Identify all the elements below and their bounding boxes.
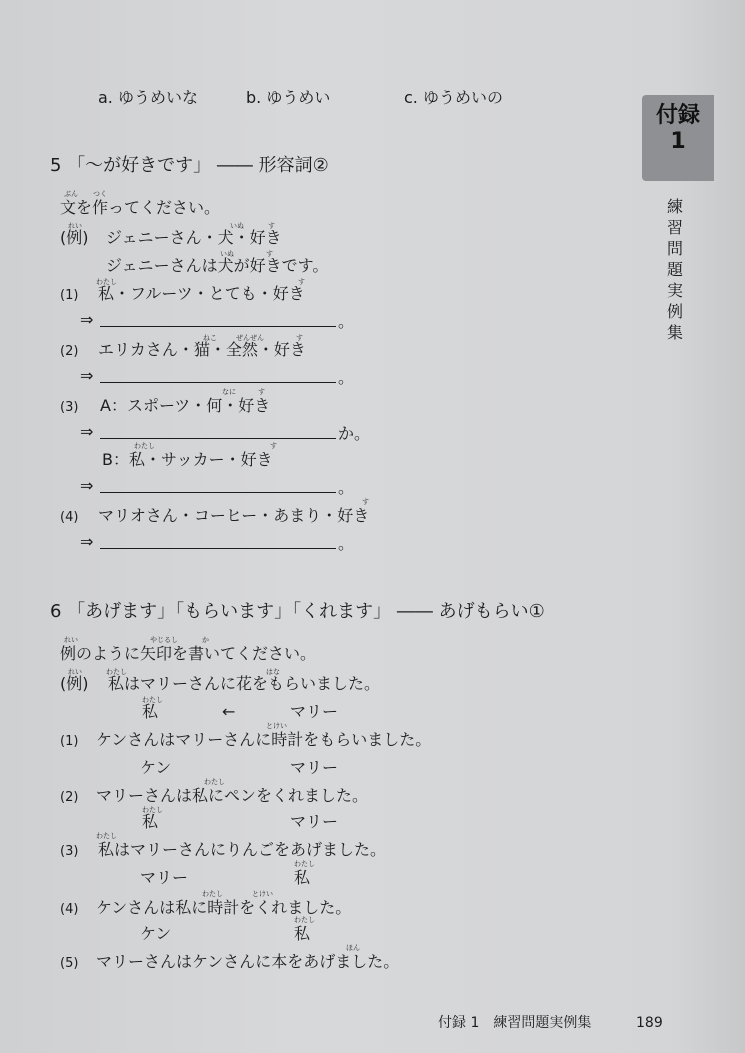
option-c: c. ゆうめいの xyxy=(404,88,503,107)
answer-blank-4 xyxy=(100,548,336,549)
question-2-left: 私 xyxy=(142,812,159,831)
answer-blank-2 xyxy=(100,382,336,383)
section5-heading: 5 「～が好きです」 ―― 形容詞② xyxy=(50,155,329,176)
question-3-sentence: 私はマリーさんにりんごをあげました。 xyxy=(98,840,387,859)
vertical-chapter-title: 練習問題実例集 xyxy=(666,197,683,342)
example-answer: ジェニーさんは犬が好きです。 xyxy=(106,256,329,275)
furigana: わたし xyxy=(96,278,117,286)
question-4-words: マリオさん・コーヒー・あまり・好き xyxy=(98,506,370,525)
question-3b-words: B：私・サッカー・好き xyxy=(102,450,273,469)
question-1-words: 私・フルーツ・とても・好き xyxy=(98,284,305,303)
furigana: す xyxy=(362,498,369,506)
example-left: 私 xyxy=(142,702,159,721)
furigana: ぶん xyxy=(64,190,78,198)
furigana: わたし xyxy=(106,668,127,676)
question-3-right: 私 xyxy=(294,868,311,887)
answer-blank-1 xyxy=(100,326,336,327)
question-5-sentence: マリーさんはケンさんに本をあげました。 xyxy=(96,952,400,971)
furigana: いぬ xyxy=(230,222,244,230)
section6-heading: 6 「あげます」「もらいます」「くれます」 ―― あげもらい① xyxy=(50,601,545,622)
furigana: いぬ xyxy=(220,250,234,258)
question-number: (4) xyxy=(60,510,79,525)
answer-end: 。 xyxy=(338,312,355,331)
example-label: (例) xyxy=(60,228,89,247)
furigana: れい xyxy=(68,222,82,230)
answer-arrow: ⇒ xyxy=(80,366,94,385)
question-number: (3) xyxy=(60,400,79,415)
question-4-right: 私 xyxy=(294,924,311,943)
question-2-sentence: マリーさんは私にペンをくれました。 xyxy=(96,786,369,805)
example-arrow: ← xyxy=(222,702,236,721)
example-sentence: 私はマリーさんに花をもらいました。 xyxy=(108,674,381,693)
question-1-right: マリー xyxy=(290,758,339,777)
furigana: わたし xyxy=(202,890,223,898)
page-number: 189 xyxy=(636,1015,663,1031)
example-right: マリー xyxy=(290,702,339,721)
furigana: す xyxy=(268,222,275,230)
question-4-sentence: ケンさんは私に時計をくれました。 xyxy=(96,898,352,917)
furigana: つく xyxy=(93,190,107,198)
furigana: す xyxy=(270,442,277,450)
furigana: わたし xyxy=(142,696,163,704)
answer-end: 。 xyxy=(338,368,355,387)
furigana: す xyxy=(266,250,273,258)
question-1-sentence: ケンさんはマリーさんに時計をもらいました。 xyxy=(96,730,432,749)
furigana: か xyxy=(202,636,209,644)
question-2-right: マリー xyxy=(290,812,339,831)
question-number: (2) xyxy=(60,790,79,805)
furigana: とけい xyxy=(266,722,287,730)
furigana: ほん xyxy=(346,944,360,952)
answer-arrow: ⇒ xyxy=(80,476,94,495)
example-words: ジェニーさん・犬・好き xyxy=(106,228,282,247)
furigana: はな xyxy=(266,668,280,676)
furigana: わたし xyxy=(294,916,315,924)
running-footer: 付録 1 練習問題実例集 xyxy=(438,1015,592,1031)
answer-end-ka: か。 xyxy=(338,424,371,443)
question-number: (5) xyxy=(60,956,79,971)
furigana: ぜんぜん xyxy=(236,334,264,342)
furigana: ねこ xyxy=(203,334,217,342)
furigana: れい xyxy=(64,636,78,644)
option-a: a. ゆうめいな xyxy=(98,88,198,107)
answer-blank-3a xyxy=(100,438,336,439)
furigana: す xyxy=(296,334,303,342)
furigana: す xyxy=(258,388,265,396)
answer-end: 。 xyxy=(338,534,355,553)
furigana: わたし xyxy=(142,806,163,814)
furigana: わたし xyxy=(204,778,225,786)
furigana: とけい xyxy=(252,890,273,898)
appendix-tab-label: 付録 1 xyxy=(655,103,700,154)
appendix-tab xyxy=(642,95,714,181)
example-label: (例) xyxy=(60,674,89,693)
answer-arrow: ⇒ xyxy=(80,532,94,551)
question-4-left: ケン xyxy=(140,924,172,943)
question-1-left: ケン xyxy=(140,758,172,777)
furigana: やじるし xyxy=(150,636,178,644)
option-b: b. ゆうめい xyxy=(246,88,331,107)
question-number: (1) xyxy=(60,734,79,749)
question-3a-words: A：スポーツ・何・好き xyxy=(100,396,271,415)
section6-instruction: 例のように矢印を書いてください。 xyxy=(60,644,317,663)
furigana: なに xyxy=(222,388,236,396)
furigana: わたし xyxy=(294,860,315,868)
answer-end: 。 xyxy=(338,478,355,497)
furigana: れい xyxy=(68,668,82,676)
answer-blank-3b xyxy=(100,492,336,493)
question-2-words: エリカさん・猫・全然・好き xyxy=(98,340,306,359)
question-number: (4) xyxy=(60,902,79,917)
question-number: (2) xyxy=(60,344,79,359)
furigana: わたし xyxy=(96,832,117,840)
furigana: す xyxy=(298,278,305,286)
answer-arrow: ⇒ xyxy=(80,310,94,329)
furigana: わたし xyxy=(134,442,155,450)
question-number: (1) xyxy=(60,288,79,303)
question-number: (3) xyxy=(60,844,79,859)
question-3-left: マリー xyxy=(140,868,189,887)
answer-arrow: ⇒ xyxy=(80,422,94,441)
section5-instruction: 文を作ってください。 xyxy=(60,198,221,217)
